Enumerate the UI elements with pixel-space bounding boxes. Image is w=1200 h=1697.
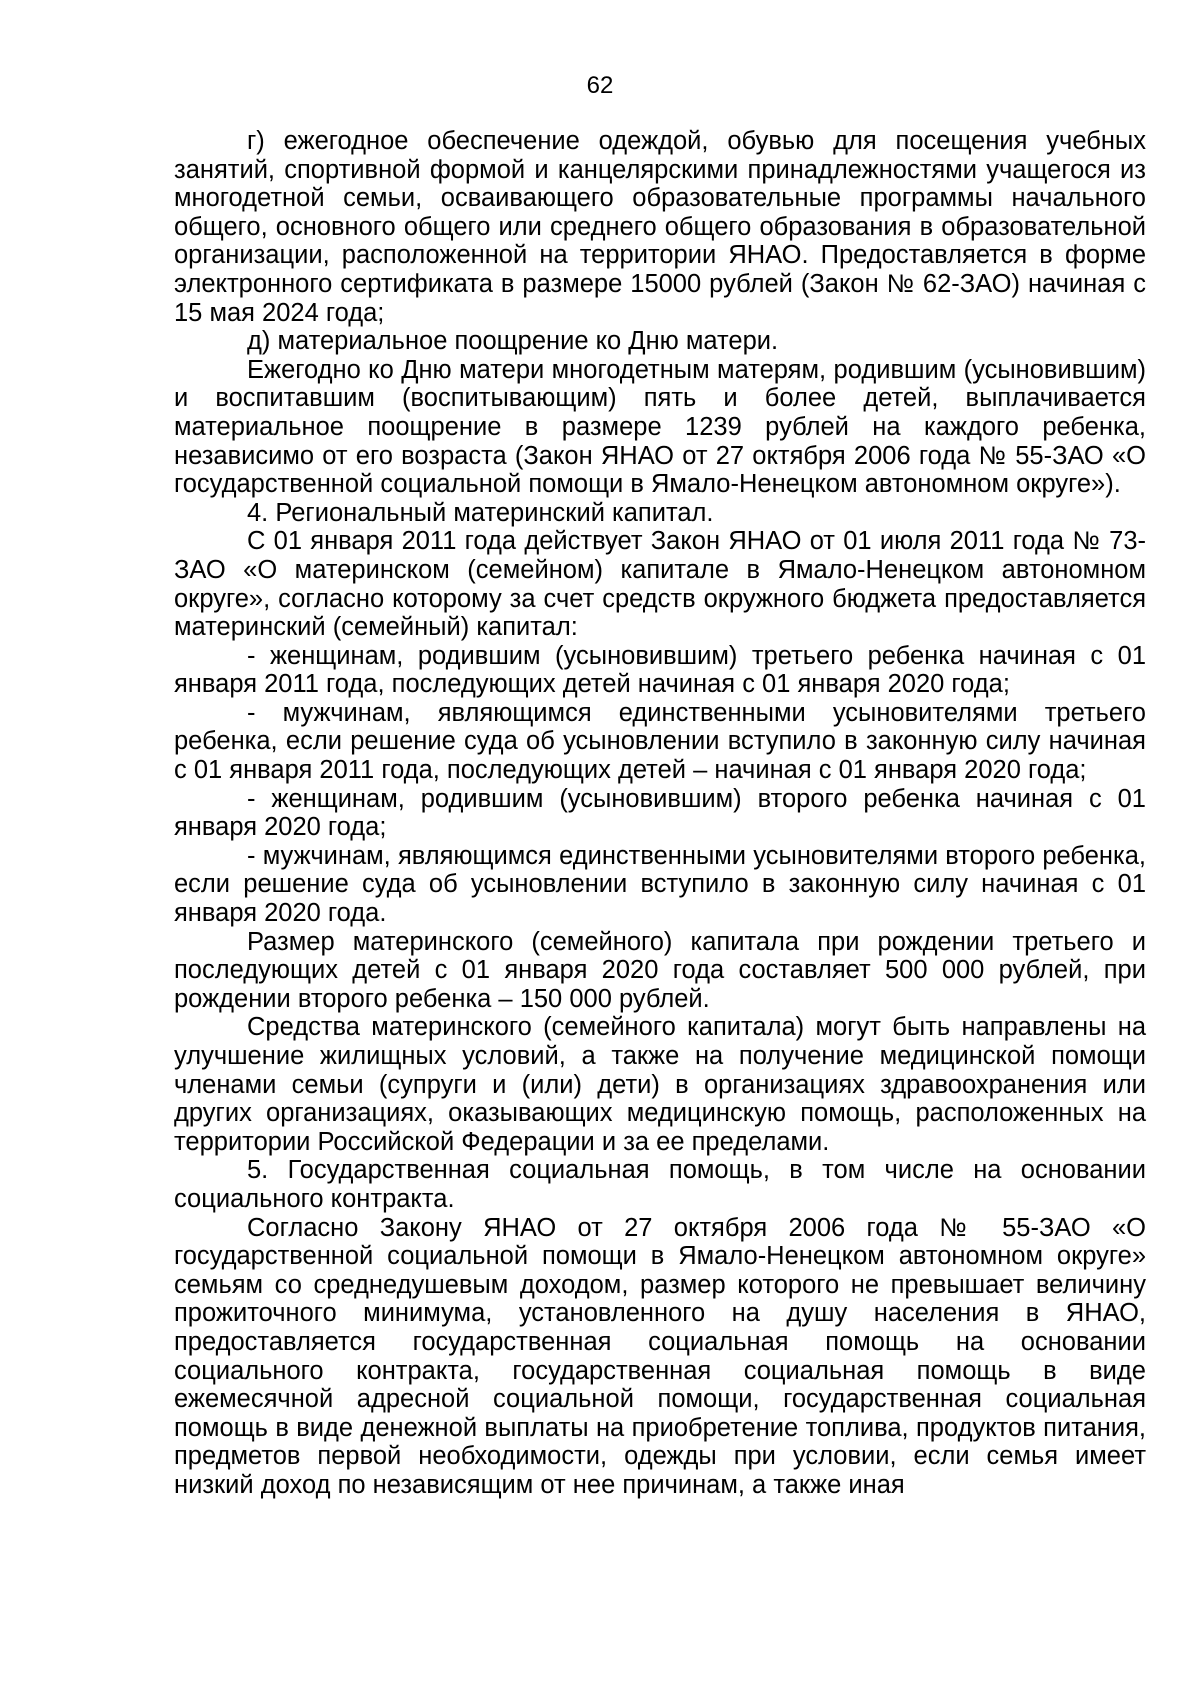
paragraph-clothing-provision: г) ежегодное обеспечение одеждой, обувью для посещения учебных занятий, спортивной формой и канцелярскими принадлежностями учащегося из многодетной семьи, осваивающего образовательные программы начального общего, основного общего или среднего общего образования в образовательной организации, расположенной на территории ЯНАО. Предоставляется в форме электронного сертификата в размере 15000 рублей (Закон № 62-ЗАО) начиная с 15 мая 2024 года; bbox=[174, 127, 1146, 327]
paragraph-social-assistance-law: Согласно Закону ЯНАО от 27 октября 2006 года № 55-ЗАО «О государственной социальной помощи в Ямало-Ненецком автономном округе» семьям со среднедушевым доходом, размер которого не превышает величину прожиточного минимума, установленного на душу населения в ЯНАО, предоставляется государственная социальная помощь на основании социального контракта, государственная социальная помощь в виде ежемесячной адресной социальной помощи, государственная социальная помощь в виде денежной выплаты на приобретение топлива, продуктов питания, предметов первой необходимости, одежды при условии, если семья имеет низкий доход по независящим от нее причинам, а также иная bbox=[174, 1213, 1146, 1499]
paragraph-mothers-day-heading: д) материальное поощрение ко Дню матери. bbox=[247, 327, 779, 356]
section-heading-maternal-capital: 4. Региональный материнский капитал. bbox=[247, 498, 714, 527]
section-heading-social-assistance: 5. Государственная социальная помощь, в том числе на основании социального контракта. bbox=[174, 1156, 1146, 1213]
paragraph-maternal-capital-law: С 01 января 2011 года действует Закон ЯНАО от 01 июля 2011 года № 73-ЗАО «О материнском (семейном) капитале в Ямало-Ненецком автономном округе», согласно которому за счет средств окружного бюджета предоставляется материнский (семейный) капитал: bbox=[174, 527, 1146, 642]
paragraph-capital-amount: Размер материнского (семейного) капитала при рождении третьего и последующих детей с 01 января 2020 года составляет 500 000 рублей, при рождении второго ребенка – 150 000 рублей. bbox=[174, 927, 1146, 1013]
paragraph-capital-usage: Средства материнского (семейного капитала) могут быть направлены на улучшение жилищных условий, а также на получение медицинской помощи членами семьи (супруги и (или) дети) в организациях здравоохранения или других организациях, оказывающих медицинскую помощь, расположенных на территории Российской Федерации и за ее пределами. bbox=[174, 1013, 1146, 1156]
list-item-men-second-child: - мужчинам, являющимся единственными усыновителями второго ребенка, если решение суда об усыновлении вступило в законную силу начиная с 01 января 2020 года. bbox=[174, 841, 1146, 928]
document-body bbox=[174, 127, 1146, 1500]
list-item-women-third-child: - женщинам, родившим (усыновившим) третьего ребенка начиная с 01 января 2011 года, последующих детей начиная с 01 января 2020 года; bbox=[174, 641, 1146, 699]
list-item-men-third-child: - мужчинам, являющимся единственными усыновителями третьего ребенка, если решение суда об усыновлении вступило в законную силу начиная с 01 января 2011 года, последующих детей – начиная с 01 января 2020 года; bbox=[174, 698, 1146, 785]
page-number: 62 bbox=[586, 72, 614, 99]
paragraph-mothers-day-payment: Ежегодно ко Дню матери многодетным матерям, родившим (усыновившим) и воспитавшим (воспитывающим) пять и более детей, выплачивается материальное поощрение в размере 1239 рублей на каждого ребенка, независимо от его возраста (Закон ЯНАО от 27 октября 2006 года № 55-ЗАО «О государственной социальной помощи в Ямало-Ненецком автономном округе»). bbox=[174, 355, 1146, 499]
list-item-women-second-child: - женщинам, родившим (усыновившим) второго ребенка начиная с 01 января 2020 года; bbox=[174, 784, 1146, 842]
